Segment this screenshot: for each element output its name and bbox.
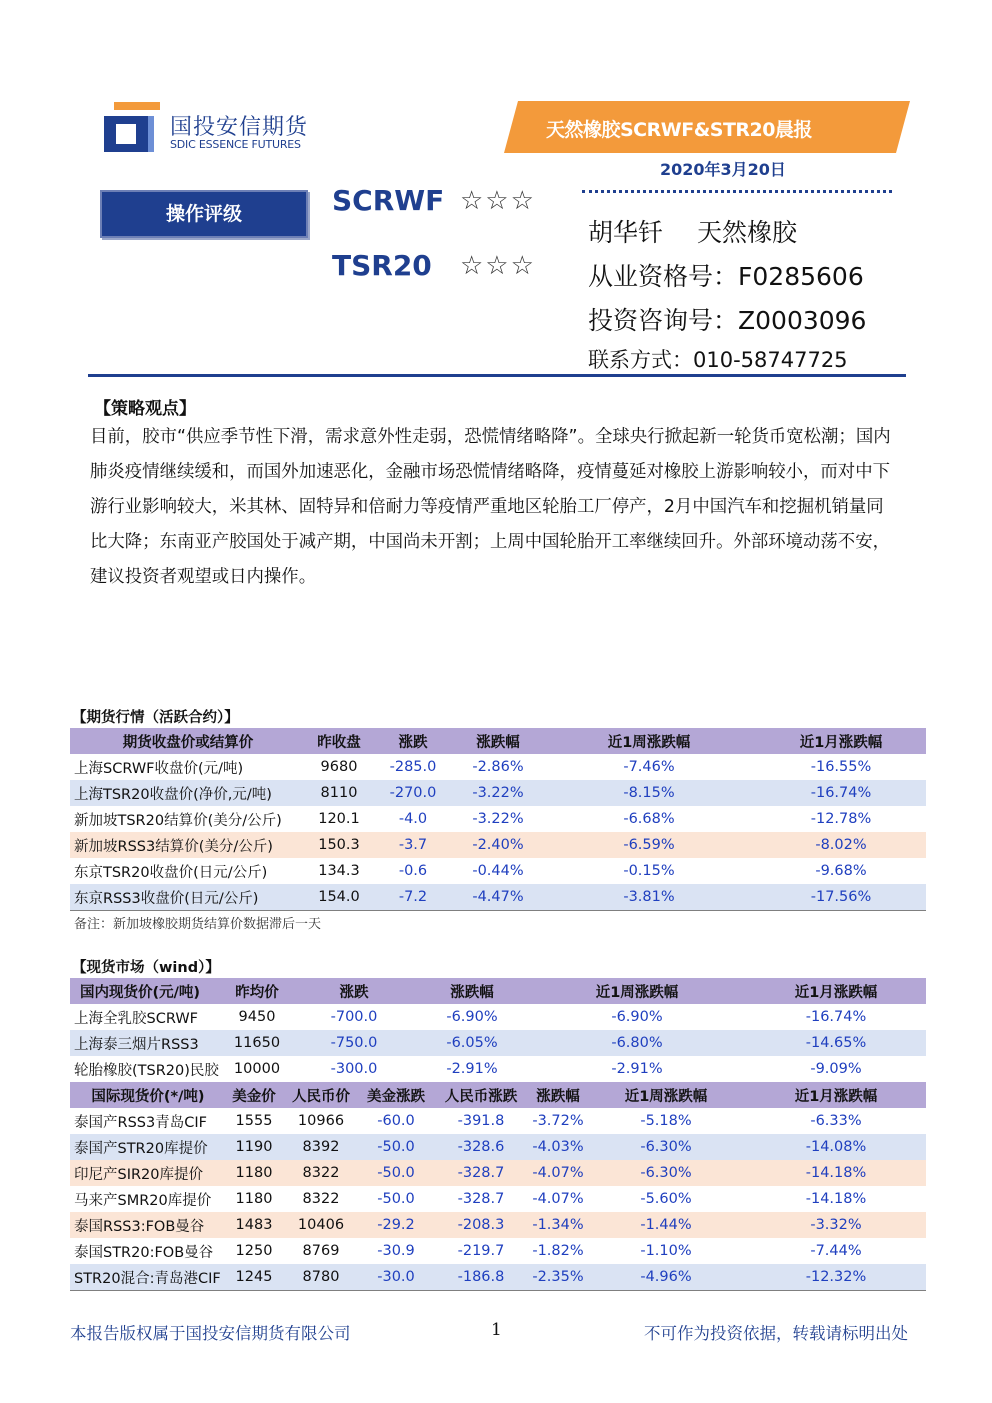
row-name-cell: STR20混合:青岛港CIF xyxy=(70,1264,226,1290)
table-cell: -4.07% xyxy=(530,1160,586,1186)
rating-label: 操作评级 xyxy=(100,190,308,238)
international-header-row xyxy=(70,1082,926,1108)
column-header: 人民币涨跌 xyxy=(432,1082,530,1108)
column-header: 近1月涨跌幅 xyxy=(746,978,926,1004)
rating-stars-tsr20: ☆☆☆ xyxy=(460,251,536,281)
column-header: 人民币价 xyxy=(282,1082,360,1108)
futures-table-bottom-border xyxy=(70,910,926,911)
table-cell: -6.05% xyxy=(416,1030,528,1056)
table-cell: -7.2 xyxy=(372,884,454,910)
table-cell: 10000 xyxy=(222,1056,292,1082)
table-cell: -1.10% xyxy=(586,1238,746,1264)
column-header: 涨跌幅 xyxy=(530,1082,586,1108)
table-cell: 8392 xyxy=(282,1134,360,1160)
table-cell: -6.59% xyxy=(542,832,756,858)
table-cell: -0.15% xyxy=(542,858,756,884)
table-cell: -50.0 xyxy=(360,1186,432,1212)
table-cell: -3.81% xyxy=(542,884,756,910)
international-spot-row xyxy=(70,1134,926,1160)
table-cell: -6.80% xyxy=(528,1030,746,1056)
table-cell: -12.32% xyxy=(746,1264,926,1290)
table-cell: -1.82% xyxy=(530,1238,586,1264)
table-cell: -50.0 xyxy=(360,1160,432,1186)
table-cell: -6.30% xyxy=(586,1134,746,1160)
table-cell: -12.78% xyxy=(756,806,926,832)
row-name-cell: 泰国RSS3:FOB曼谷 xyxy=(70,1212,226,1238)
column-header: 美金涨跌 xyxy=(360,1082,432,1108)
table-cell: 8322 xyxy=(282,1160,360,1186)
table-cell: 134.3 xyxy=(306,858,372,884)
column-header: 近1周涨跌幅 xyxy=(586,1082,746,1108)
table-cell: -4.47% xyxy=(454,884,542,910)
row-name-cell: 上海SCRWF收盘价(元/吨) xyxy=(70,754,306,780)
strategy-title: 【策略观点】 xyxy=(94,399,196,419)
table-cell: -2.40% xyxy=(454,832,542,858)
table-cell: -8.02% xyxy=(756,832,926,858)
column-header: 涨跌 xyxy=(292,978,416,1004)
report-date: 2020年3月20日 xyxy=(660,160,786,179)
table-cell: -328.7 xyxy=(432,1160,530,1186)
table-cell: -6.90% xyxy=(416,1004,528,1030)
futures-table-row xyxy=(70,806,926,832)
row-name-cell: 上海全乳胶SCRWF xyxy=(70,1004,222,1030)
table-cell: -328.6 xyxy=(432,1134,530,1160)
table-cell: -3.72% xyxy=(530,1108,586,1134)
table-cell: 10966 xyxy=(282,1108,360,1134)
table-cell: -30.9 xyxy=(360,1238,432,1264)
rating-stars-scrwf: ☆☆☆ xyxy=(460,186,536,216)
international-spot-row xyxy=(70,1108,926,1134)
row-name-cell: 新加坡TSR20结算价(美分/公斤) xyxy=(70,806,306,832)
table-cell: -0.44% xyxy=(454,858,542,884)
row-name-cell: 马来产SMR20库提价 xyxy=(70,1186,226,1212)
column-header: 美金价 xyxy=(226,1082,282,1108)
logo-name-cn: 国投安信期货 xyxy=(170,115,309,140)
international-spot-row xyxy=(70,1160,926,1186)
table-cell: -285.0 xyxy=(372,754,454,780)
table-cell: -16.74% xyxy=(746,1004,926,1030)
table-cell: -3.22% xyxy=(454,806,542,832)
report-title: 天然橡胶SCRWF&STR20晨报 xyxy=(546,119,812,141)
row-name-cell: 东京RSS3收盘价(日元/公斤) xyxy=(70,884,306,910)
row-name-cell: 上海TSR20收盘价(净价,元/吨) xyxy=(70,780,306,806)
futures-header-row xyxy=(70,728,926,754)
table-cell: 1483 xyxy=(226,1212,282,1238)
table-cell: -14.18% xyxy=(746,1186,926,1212)
column-header: 近1月涨跌幅 xyxy=(756,728,926,754)
table-cell: -60.0 xyxy=(360,1108,432,1134)
analyst-contact: 联系方式：010-58747725 xyxy=(588,348,848,372)
table-cell: -2.86% xyxy=(454,754,542,780)
spot-domestic-table xyxy=(70,978,926,1082)
table-cell: -6.30% xyxy=(586,1160,746,1186)
table-cell: -14.65% xyxy=(746,1030,926,1056)
table-cell: -4.07% xyxy=(530,1186,586,1212)
table-cell: 8769 xyxy=(282,1238,360,1264)
table-cell: 8780 xyxy=(282,1264,360,1290)
strategy-body: 目前，胶市“供应季节性下滑，需求意外性走弱，恐慌情绪略降”。全球央行掀起新一轮货币宽松潮；国内肺炎疫情继续缓和，而国外加速恶化，金融市场恐慌情绪略降，疫情蔓延对橡胶上游影响较小，而对中下游行业影响较大，米其林、固特异和倍耐力等疫情严重地区轮胎工厂停产，2月中国汽车和挖掘机销量同比大降；东南亚产胶国处于减产期，中国尚未开割；上周中国轮胎开工率继续回升。外部环境动荡不安，建议投资者观望或日内操作。 xyxy=(90,427,891,587)
table-cell: -5.60% xyxy=(586,1186,746,1212)
company-logo xyxy=(104,100,324,156)
table-cell: -700.0 xyxy=(292,1004,416,1030)
row-name-cell: 印尼产SIR20库提价 xyxy=(70,1160,226,1186)
table-cell: 9680 xyxy=(306,754,372,780)
table-cell: -6.68% xyxy=(542,806,756,832)
international-spot-row xyxy=(70,1212,926,1238)
analyst-name: 胡华钎 xyxy=(588,218,664,247)
table-cell: 1190 xyxy=(226,1134,282,1160)
table-cell: 1250 xyxy=(226,1238,282,1264)
page-number: 1 xyxy=(491,1320,502,1340)
domestic-spot-row xyxy=(70,1056,926,1082)
table-cell: -6.90% xyxy=(528,1004,746,1030)
table-cell: 8110 xyxy=(306,780,372,806)
report-title-banner xyxy=(504,101,910,153)
column-header: 近1周涨跌幅 xyxy=(528,978,746,1004)
ticker-scrwf: SCRWF xyxy=(332,184,445,217)
futures-note: 备注：新加坡橡胶期货结算价数据滞后一天 xyxy=(74,917,322,932)
column-header: 涨跌幅 xyxy=(454,728,542,754)
table-cell: -1.44% xyxy=(586,1212,746,1238)
table-cell: 150.3 xyxy=(306,832,372,858)
table-cell: -3.22% xyxy=(454,780,542,806)
logo-mark-icon xyxy=(104,102,160,152)
table-cell: -7.46% xyxy=(542,754,756,780)
table-cell: -300.0 xyxy=(292,1056,416,1082)
table-cell: -186.8 xyxy=(432,1264,530,1290)
column-header: 国内现货价(元/吨) xyxy=(70,978,222,1004)
column-header: 国际现货价(*/吨) xyxy=(70,1082,226,1108)
futures-table-row xyxy=(70,780,926,806)
futures-table-row xyxy=(70,754,926,780)
header-divider xyxy=(88,374,906,377)
table-cell: -14.08% xyxy=(746,1134,926,1160)
table-cell: 1180 xyxy=(226,1160,282,1186)
row-name-cell: 轮胎橡胶(TSR20)民胶 xyxy=(70,1056,222,1082)
international-spot-row xyxy=(70,1264,926,1290)
ticker-tsr20: TSR20 xyxy=(332,249,432,282)
column-header: 昨收盘 xyxy=(306,728,372,754)
column-header: 昨均价 xyxy=(222,978,292,1004)
spot-international-table xyxy=(70,1082,926,1290)
international-spot-row xyxy=(70,1238,926,1264)
futures-table-row xyxy=(70,884,926,910)
logo-name-en: SDIC ESSENCE FUTURES xyxy=(170,138,301,151)
table-cell: -391.8 xyxy=(432,1108,530,1134)
table-cell: -16.74% xyxy=(756,780,926,806)
row-name-cell: 新加坡RSS3结算价(美分/公斤) xyxy=(70,832,306,858)
table-cell: -2.35% xyxy=(530,1264,586,1290)
footer-copyright: 本报告版权属于国投安信期货有限公司 xyxy=(70,1324,351,1343)
table-cell: 8322 xyxy=(282,1186,360,1212)
table-cell: 120.1 xyxy=(306,806,372,832)
table-cell: -6.33% xyxy=(746,1108,926,1134)
spot-section-title: 【现货市场（wind）】 xyxy=(72,960,220,976)
futures-table-row xyxy=(70,832,926,858)
table-cell: -30.0 xyxy=(360,1264,432,1290)
table-cell: -2.91% xyxy=(416,1056,528,1082)
table-cell: -328.7 xyxy=(432,1186,530,1212)
row-name-cell: 泰国产RSS3青岛CIF xyxy=(70,1108,226,1134)
table-cell: -3.7 xyxy=(372,832,454,858)
table-cell: -270.0 xyxy=(372,780,454,806)
table-cell: -9.68% xyxy=(756,858,926,884)
table-cell: 154.0 xyxy=(306,884,372,910)
domestic-spot-row xyxy=(70,1030,926,1056)
table-cell: 1245 xyxy=(226,1264,282,1290)
dotted-divider xyxy=(582,190,892,193)
table-cell: 1555 xyxy=(226,1108,282,1134)
analyst-consult-number: 投资咨询号：Z0003096 xyxy=(588,306,867,335)
column-header: 涨跌幅 xyxy=(416,978,528,1004)
table-cell: -0.6 xyxy=(372,858,454,884)
row-name-cell: 泰国产STR20库提价 xyxy=(70,1134,226,1160)
analyst-name-line xyxy=(588,213,797,249)
table-cell: -5.18% xyxy=(586,1108,746,1134)
table-cell: -4.03% xyxy=(530,1134,586,1160)
domestic-spot-row xyxy=(70,1004,926,1030)
table-cell: 11650 xyxy=(222,1030,292,1056)
domestic-header-row xyxy=(70,978,926,1004)
column-header: 近1周涨跌幅 xyxy=(542,728,756,754)
futures-table-row xyxy=(70,858,926,884)
footer-disclaimer: 不可作为投资依据，转载请标明出处 xyxy=(644,1324,908,1343)
column-header: 期货收盘价或结算价 xyxy=(70,728,306,754)
table-cell: -750.0 xyxy=(292,1030,416,1056)
table-cell: -9.09% xyxy=(746,1056,926,1082)
international-spot-row xyxy=(70,1186,926,1212)
table-cell: -16.55% xyxy=(756,754,926,780)
futures-table xyxy=(70,728,926,910)
table-cell: -219.7 xyxy=(432,1238,530,1264)
column-header: 涨跌 xyxy=(372,728,454,754)
table-cell: -2.91% xyxy=(528,1056,746,1082)
analyst-qualification: 从业资格号：F0285606 xyxy=(588,262,864,291)
column-header: 近1月涨跌幅 xyxy=(746,1082,926,1108)
spot-table-bottom-border xyxy=(70,1290,926,1291)
analyst-field: 天然橡胶 xyxy=(697,218,798,247)
table-cell: -3.32% xyxy=(746,1212,926,1238)
row-name-cell: 泰国STR20:FOB曼谷 xyxy=(70,1238,226,1264)
table-cell: -1.34% xyxy=(530,1212,586,1238)
table-cell: -8.15% xyxy=(542,780,756,806)
table-cell: -50.0 xyxy=(360,1134,432,1160)
row-name-cell: 上海泰三烟片RSS3 xyxy=(70,1030,222,1056)
table-cell: -14.18% xyxy=(746,1160,926,1186)
table-cell: -29.2 xyxy=(360,1212,432,1238)
table-cell: 1180 xyxy=(226,1186,282,1212)
futures-section-title: 【期货行情（活跃合约）】 xyxy=(72,710,239,726)
table-cell: 10406 xyxy=(282,1212,360,1238)
row-name-cell: 东京TSR20收盘价(日元/公斤) xyxy=(70,858,306,884)
table-cell: -17.56% xyxy=(756,884,926,910)
table-cell: -4.96% xyxy=(586,1264,746,1290)
table-cell: -4.0 xyxy=(372,806,454,832)
table-cell: -7.44% xyxy=(746,1238,926,1264)
table-cell: -208.3 xyxy=(432,1212,530,1238)
table-cell: 9450 xyxy=(222,1004,292,1030)
